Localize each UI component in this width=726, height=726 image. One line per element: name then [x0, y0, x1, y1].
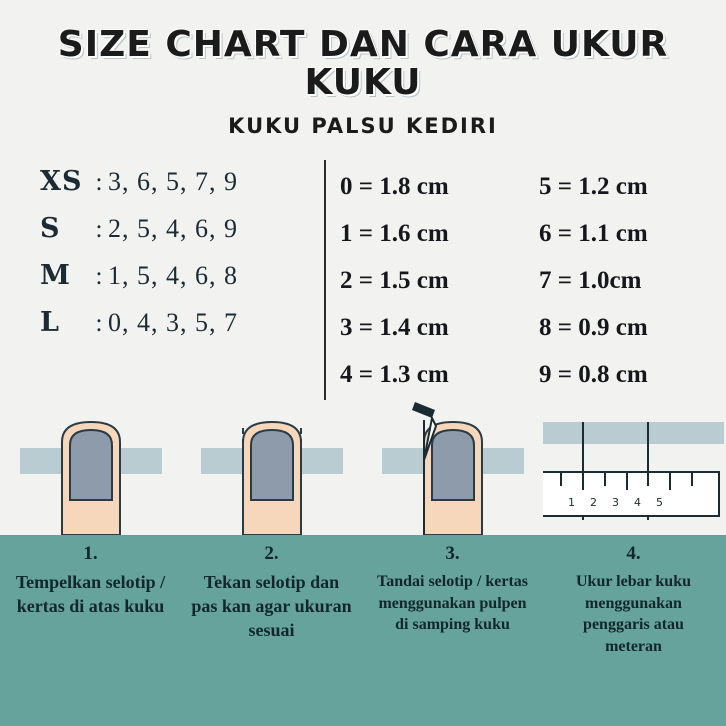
size-label: L [40, 306, 60, 338]
size-chart [0, 160, 726, 400]
size-separator: : [95, 262, 103, 290]
ruler-tick-label: 3 [612, 496, 619, 509]
step-item [181, 535, 362, 726]
step-illustrations [0, 400, 726, 535]
size-list [40, 160, 322, 400]
size-values: 2, 5, 4, 6, 9 [108, 213, 238, 243]
step-description: Tandai selotip / kertas menggunakan pulpen di samping kuku [377, 573, 528, 634]
size-separator: : [95, 309, 103, 337]
conversion-item: 7 = 1.0cm [539, 267, 642, 295]
conversion-item: 5 = 1.2 cm [539, 173, 648, 201]
step-number: 3. [445, 543, 460, 564]
size-row [40, 307, 322, 354]
conversion-item: 2 = 1.5 cm [340, 267, 449, 295]
step-number: 4. [626, 543, 641, 564]
size-row [40, 166, 322, 213]
step-number: 2. [264, 543, 279, 564]
conversion-item: 3 = 1.4 cm [340, 314, 449, 342]
step-item [362, 535, 543, 726]
conversion-item: 0 = 1.8 cm [340, 173, 449, 201]
finger-with-pen-icon [362, 400, 543, 535]
size-row [40, 260, 322, 307]
step-number: 1. [83, 543, 98, 564]
finger-pressed-tape-icon [181, 400, 362, 535]
step-item [0, 535, 181, 726]
vertical-divider [324, 160, 326, 400]
size-values: 0, 4, 3, 5, 7 [108, 307, 238, 337]
ruler-tick-label: 2 [590, 496, 597, 509]
step-item [543, 535, 724, 726]
conversion-item: 9 = 0.8 cm [539, 361, 648, 389]
size-label: S [40, 212, 61, 244]
page-subtitle: KUKU PALSU KEDIRI [228, 113, 498, 138]
conversion-table [340, 160, 686, 400]
step-description: Tekan selotip dan pas kan agar ukuran sesuai [191, 572, 352, 640]
size-label: M [40, 259, 71, 291]
conversion-item: 1 = 1.6 cm [340, 220, 449, 248]
conversion-item: 4 = 1.3 cm [340, 361, 449, 389]
step-description: Ukur lebar kuku menggunakan penggaris atau meteran [575, 573, 691, 655]
size-separator: : [95, 168, 103, 196]
ruler-tick-label: 4 [634, 496, 641, 509]
size-row [40, 213, 322, 260]
steps-footer [0, 535, 726, 726]
page-title: SIZE CHART DAN CARA UKUR KUKU [57, 24, 669, 103]
size-values: 1, 5, 4, 6, 8 [108, 260, 238, 290]
finger-with-tape-icon [0, 400, 181, 535]
ruler-tick-label: 5 [656, 496, 663, 509]
step-description: Tempelkan selotip / kertas di atas kuku [15, 572, 166, 616]
ruler-tick-label: 1 [568, 496, 575, 509]
size-label: XS [40, 165, 83, 197]
conversion-item: 6 = 1.1 cm [539, 220, 648, 248]
conversion-item: 8 = 0.9 cm [539, 314, 648, 342]
size-values: 3, 6, 5, 7, 9 [108, 166, 238, 196]
header [0, 0, 726, 138]
ruler-measure-icon [543, 400, 724, 535]
size-separator: : [95, 215, 103, 243]
